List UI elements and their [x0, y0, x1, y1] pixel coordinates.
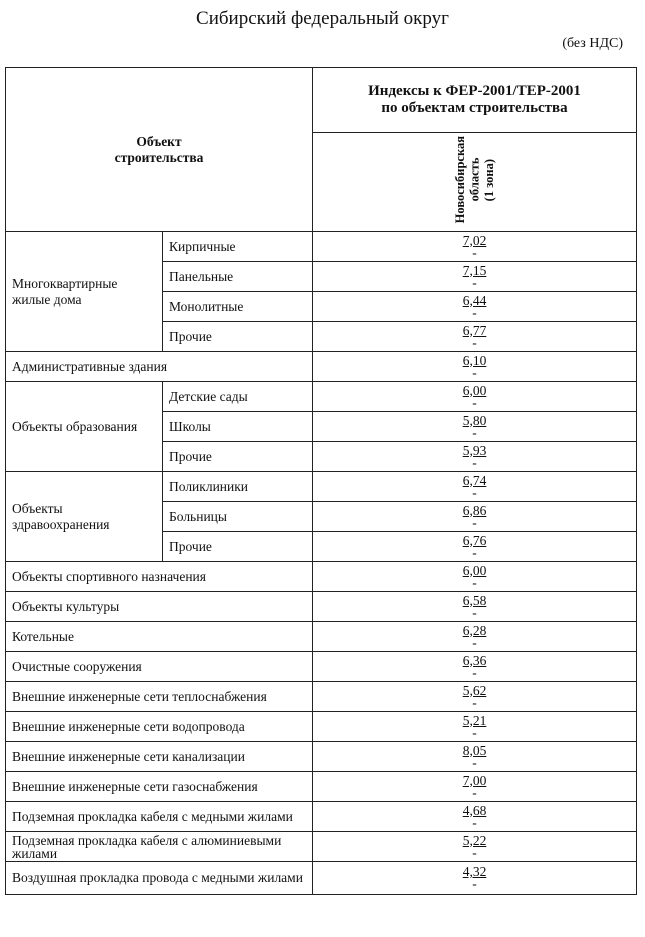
row-value: 6,86 - — [313, 502, 637, 532]
row-value: 5,80 - — [313, 412, 637, 442]
table-row — [6, 652, 637, 682]
region-label: Новосибирская область (1 зона) — [452, 136, 496, 224]
row-name: Внешние инженерные сети газоснабжения — [6, 772, 313, 802]
row-name: Подземная прокладка кабеля с медными жилами — [6, 802, 313, 832]
row-name: Воздушная прокладка провода с медными жилами — [6, 862, 313, 895]
row-name: Очистные сооружения — [6, 652, 313, 682]
row-name: Прочие — [163, 442, 313, 472]
row-value: 5,62 - — [313, 682, 637, 712]
row-name: Внешние инженерные сети водопровода — [6, 712, 313, 742]
row-value: 5,22 - — [313, 832, 637, 862]
table-row — [6, 832, 637, 862]
row-value: 6,74 - — [313, 472, 637, 502]
document-title: Сибирский федеральный округ — [196, 8, 449, 29]
table-row — [6, 592, 637, 622]
row-name: Больницы — [163, 502, 313, 532]
index-header-line2: по объектам строительства — [381, 100, 568, 116]
row-name: Внешние инженерные сети теплоснабжения — [6, 682, 313, 712]
table-row — [6, 622, 637, 652]
row-name: Административные здания — [6, 352, 313, 382]
row-value: 6,44 - — [313, 292, 637, 322]
row-value: 5,21 - — [313, 712, 637, 742]
row-value: 6,76 - — [313, 532, 637, 562]
row-value: 6,10 - — [313, 352, 637, 382]
region-header — [313, 133, 637, 232]
row-value: 6,00 - — [313, 562, 637, 592]
row-value: 7,02 - — [313, 232, 637, 262]
row-value: 6,28 - — [313, 622, 637, 652]
row-value: 6,36 - — [313, 652, 637, 682]
row-value: 4,32 - — [313, 862, 637, 895]
group-label-health: Объекты здравоохранения — [6, 472, 163, 562]
group-label-apartments: Многоквартирные жилые дома — [6, 232, 163, 352]
table-row — [6, 862, 637, 895]
row-name: Кирпичные — [163, 232, 313, 262]
row-value: 7,15 - — [313, 262, 637, 292]
row-value: 5,93 - — [313, 442, 637, 472]
table-row — [6, 562, 637, 592]
row-value: 6,00 - — [313, 382, 637, 412]
row-name: Подземная прокладка кабеля с алюминиевыми жилами — [6, 832, 313, 862]
row-value: 6,77 - — [313, 322, 637, 352]
row-name: Школы — [163, 412, 313, 442]
index-table — [5, 67, 637, 895]
table-row — [6, 682, 637, 712]
row-name: Объекты культуры — [6, 592, 313, 622]
table-row — [6, 802, 637, 832]
row-name: Внешние инженерные сети канализации — [6, 742, 313, 772]
row-name: Объекты спортивного назначения — [6, 562, 313, 592]
group-label-education: Объекты образования — [6, 382, 163, 472]
table-row — [6, 712, 637, 742]
table-row — [6, 742, 637, 772]
row-name: Прочие — [163, 322, 313, 352]
index-header-line1: Индексы к ФЕР-2001/ТЕР-2001 — [368, 83, 581, 99]
table-row — [6, 472, 637, 502]
table-row — [6, 352, 637, 382]
index-header — [313, 68, 637, 133]
row-value: 6,58 - — [313, 592, 637, 622]
object-header-label: Объект строительства — [114, 133, 204, 165]
row-name: Котельные — [6, 622, 313, 652]
row-name: Детские сады — [163, 382, 313, 412]
row-name: Прочие — [163, 532, 313, 562]
table-row — [6, 772, 637, 802]
vat-note: (без НДС) — [562, 36, 623, 51]
row-value: 4,68 - — [313, 802, 637, 832]
row-name: Монолитные — [163, 292, 313, 322]
table-row — [6, 382, 637, 412]
table-row — [6, 232, 637, 262]
row-value: 7,00 - — [313, 772, 637, 802]
object-header — [6, 68, 313, 232]
row-value: 8,05 - — [313, 742, 637, 772]
row-name: Панельные — [163, 262, 313, 292]
row-name: Поликлиники — [163, 472, 313, 502]
